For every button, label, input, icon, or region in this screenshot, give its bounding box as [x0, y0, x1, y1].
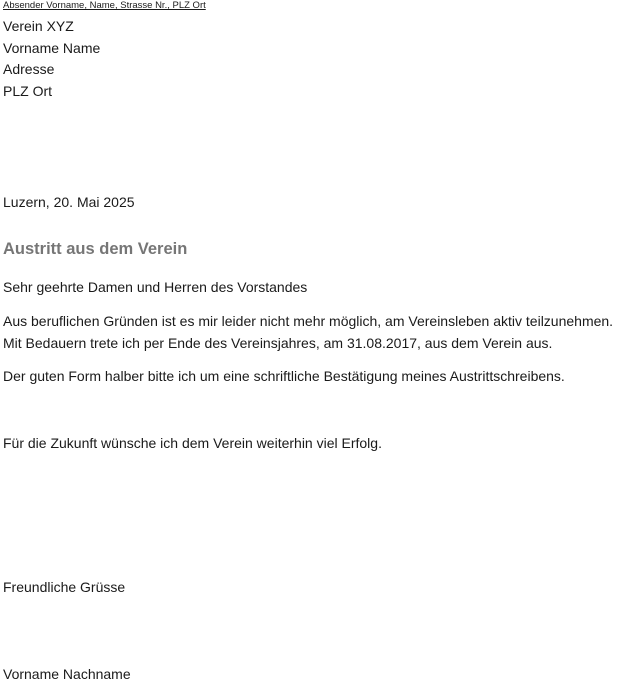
body-paragraph-confirmation: Der guten Form halber bitte ich um eine schriftliche Bestätigung meines Austrittschreibens.: [3, 368, 565, 384]
recipient-organization: Verein XYZ: [3, 18, 74, 34]
letter-subject: Austritt aus dem Verein: [3, 240, 188, 258]
recipient-city: PLZ Ort: [3, 83, 53, 100]
body-paragraph-wishes: Für die Zukunft wünsche ich dem Verein weiterhin viel Erfolg.: [3, 435, 382, 451]
recipient-address: [3, 16, 100, 103]
sender-return-address: Absender Vorname, Name, Strasse Nr., PLZ Ort: [3, 0, 206, 11]
salutation: Sehr geehrte Damen und Herren des Vorstandes: [3, 279, 308, 295]
recipient-street: Adresse: [3, 61, 55, 78]
body-paragraph-reason: Aus beruflichen Gründen ist es mir leider nicht mehr möglich, am Vereinsleben aktiv teilzunehmen. Mit Bedauern trete ich per Ende des Vereinsjahres, am 31.08.2017, aus dem Verein aus.: [3, 313, 614, 351]
closing-greeting: Freundliche Grüsse: [3, 579, 126, 595]
recipient-name: Vorname Name: [3, 39, 101, 56]
letter-date: Luzern, 20. Mai 2025: [3, 194, 135, 210]
signature-name: Vorname Nachname: [3, 666, 131, 682]
